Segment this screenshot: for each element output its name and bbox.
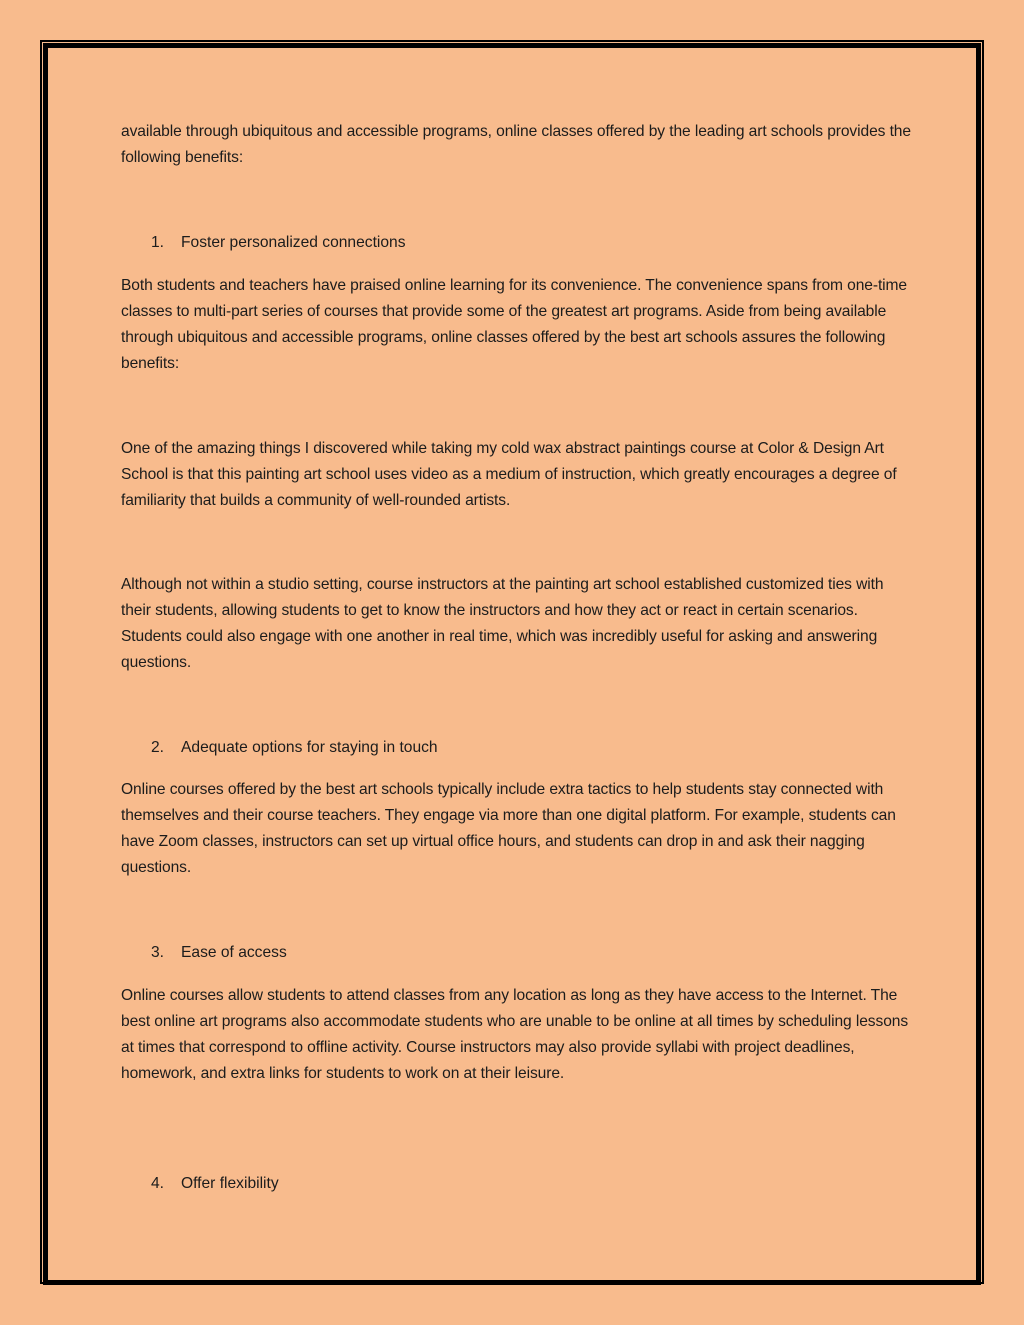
section-number: 4. [151, 1175, 165, 1192]
section-title: Ease of access [181, 944, 287, 961]
section-heading-4 [151, 1171, 279, 1197]
section-heading-2 [151, 735, 438, 761]
body-paragraph: Although not within a studio setting, course instructors at the painting art school established customized ties with their students, allowing students to get to know the instructors and how they act or react in certain scenarios. Students could also engage with one another in real time, which was incredibly useful for asking and answering questions. [121, 576, 884, 671]
body-paragraph: Online courses allow students to attend classes from any location as long as they have access to the Internet. The best online art programs also accommodate students who are unable to be online at all times by scheduling lessons at times that correspond to offline activity. Course instructors may also provide syllabi with project deadlines, homework, and extra links for students to work on at their leisure. [121, 987, 909, 1082]
intro-paragraph: available through ubiquitous and accessible programs, online classes offered by the leading art schools provides the following benefits: [121, 123, 911, 166]
section-number: 1. [151, 234, 165, 251]
section-number: 2. [151, 739, 165, 756]
section-title: Adequate options for staying in touch [181, 739, 438, 756]
body-paragraph: One of the amazing things I discovered while taking my cold wax abstract paintings course at Color & Design Art School is that this painting art school uses video as a medium of instruction, which greatly encourages a degree of familiarity that builds a community of well-rounded artists. [121, 440, 897, 509]
section-title: Foster personalized connections [181, 234, 406, 251]
section-number: 3. [151, 944, 165, 961]
section-heading-1 [151, 230, 406, 256]
body-paragraph: Online courses offered by the best art schools typically include extra tactics to help students stay connected with themselves and their course teachers. They engage via more than one digital platform. For example, students can have Zoom classes, instructors can set up virtual office hours, and students can drop in and ask their nagging questions. [121, 781, 896, 876]
body-paragraph: Both students and teachers have praised online learning for its convenience. The convenience spans from one-time classes to multi-part series of courses that provide some of the greatest art programs. Aside from being available through ubiquitous and accessible programs, online classes offered by the best art schools assures the following benefits: [121, 277, 908, 372]
section-title: Offer flexibility [181, 1175, 279, 1192]
section-heading-3 [151, 940, 287, 966]
